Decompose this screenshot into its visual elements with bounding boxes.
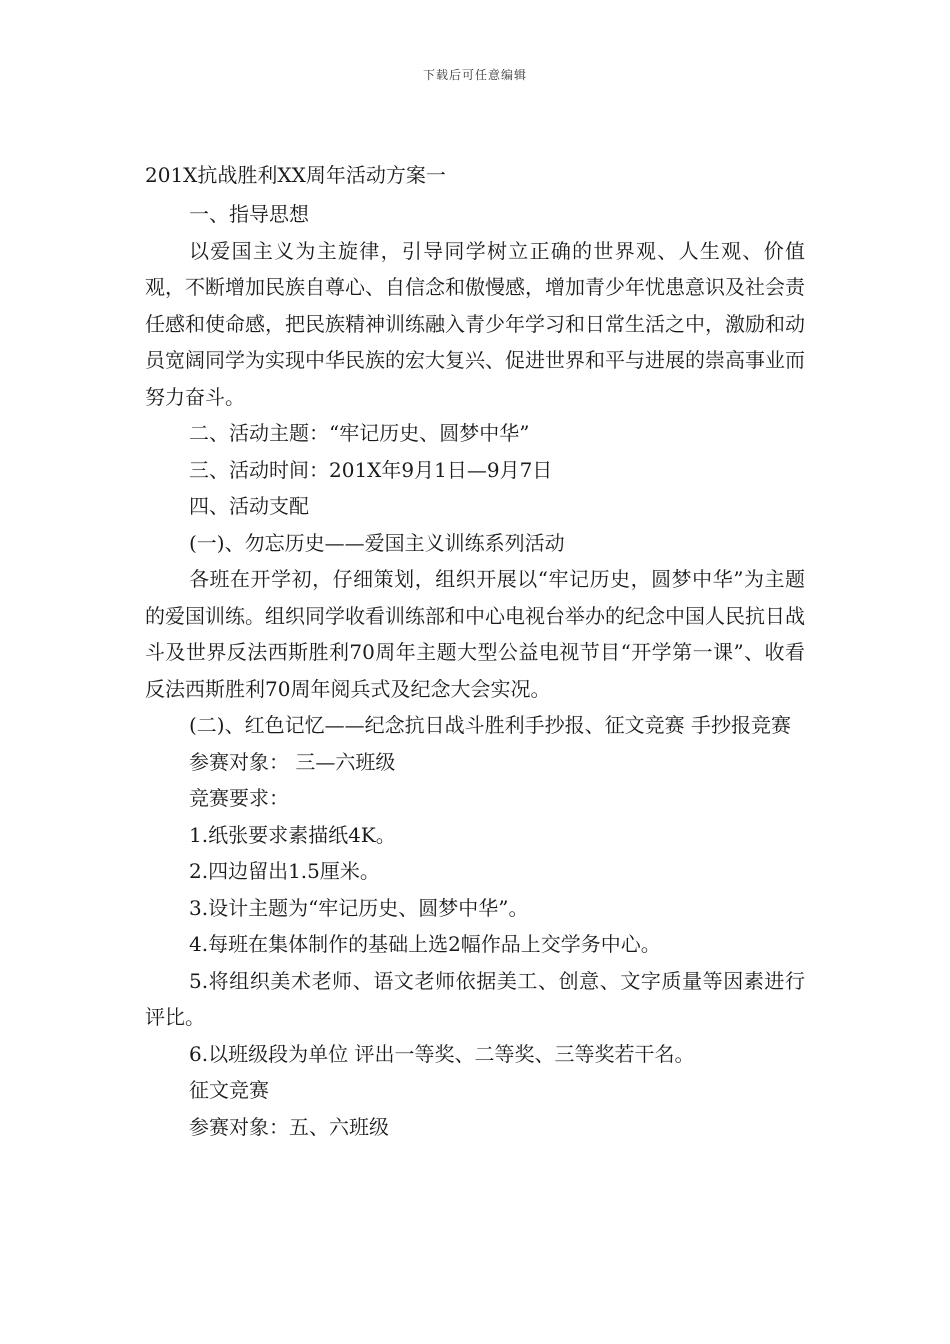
requirement-item-6: 6.以班级段为单位 评出一等奖、二等奖、三等奖若干名。 — [189, 1041, 695, 1066]
paragraph-guiding-thought: 以爱国主义为主旋律，引导同学树立正确的世界观、人生观、价值观，不断增加民族自尊心、自信念和傲慢感，增加青少年忧患意识及社会责任感和使命感，把民族精神训练融入青少年学习和日常生活之中，激励和动员宽阔同学为实现中华民族的宏大复兴、促进世界和平与进展的崇高事业而努力奋斗。 — [145, 238, 805, 409]
requirement-item-3: 3.设计主题为“牢记历史、圆梦中华”。 — [189, 895, 529, 920]
requirements-heading: 竞赛要求： — [189, 786, 289, 810]
subsection-heading-red-memory: (二)、红色记忆——纪念抗日战斗胜利手抄报、征文竞赛 手抄报竞赛 — [189, 713, 791, 737]
section-heading-theme: 二、活动主题：“牢记历史、圆梦中华” — [189, 421, 530, 445]
section-heading-time: 三、活动时间：201X年9月1日—9月7日 — [189, 457, 553, 482]
paragraph-history-activity: 各班在开学初，仔细策划，组织开展以“牢记历史，圆梦中华”为主题的爱国训练。组织同学收看训练部和中心电视台举办的纪念中国人民抗日战斗及世界反法西斯胜利70周年主题大型公益电视节目“开学第一课”、收看反法西斯胜利70周年阅兵式及纪念大会实况。 — [145, 567, 805, 701]
participants-line: 参赛对象： 三—六班级 — [189, 749, 396, 774]
requirement-item-1: 1.纸张要求素描纸4K。 — [189, 822, 396, 847]
essay-contest-heading: 征文竞赛 — [189, 1078, 269, 1102]
subsection-heading-history: (一)、勿忘历史——爱国主义训练系列活动 — [189, 530, 565, 555]
document-title: 201X抗战胜利XX周年活动方案一 — [145, 163, 446, 187]
requirement-item-4: 4.每班在集体制作的基础上选2幅作品上交学务中心。 — [189, 932, 661, 956]
header-note: 下载后可任意编辑 — [422, 68, 527, 82]
section-heading-arrangement: 四、活动支配 — [189, 494, 309, 518]
essay-participants-line: 参赛对象：五、六班级 — [189, 1114, 389, 1139]
document-body — [145, 196, 805, 1145]
requirement-item-2: 2.四边留出1.5厘米。 — [189, 859, 380, 883]
section-heading-guiding-thought: 一、指导思想 — [189, 202, 309, 226]
requirement-item-5: 5.将组织美术老师、语文老师依据美工、创意、文字质量等因素进行评比。 — [145, 968, 805, 1029]
